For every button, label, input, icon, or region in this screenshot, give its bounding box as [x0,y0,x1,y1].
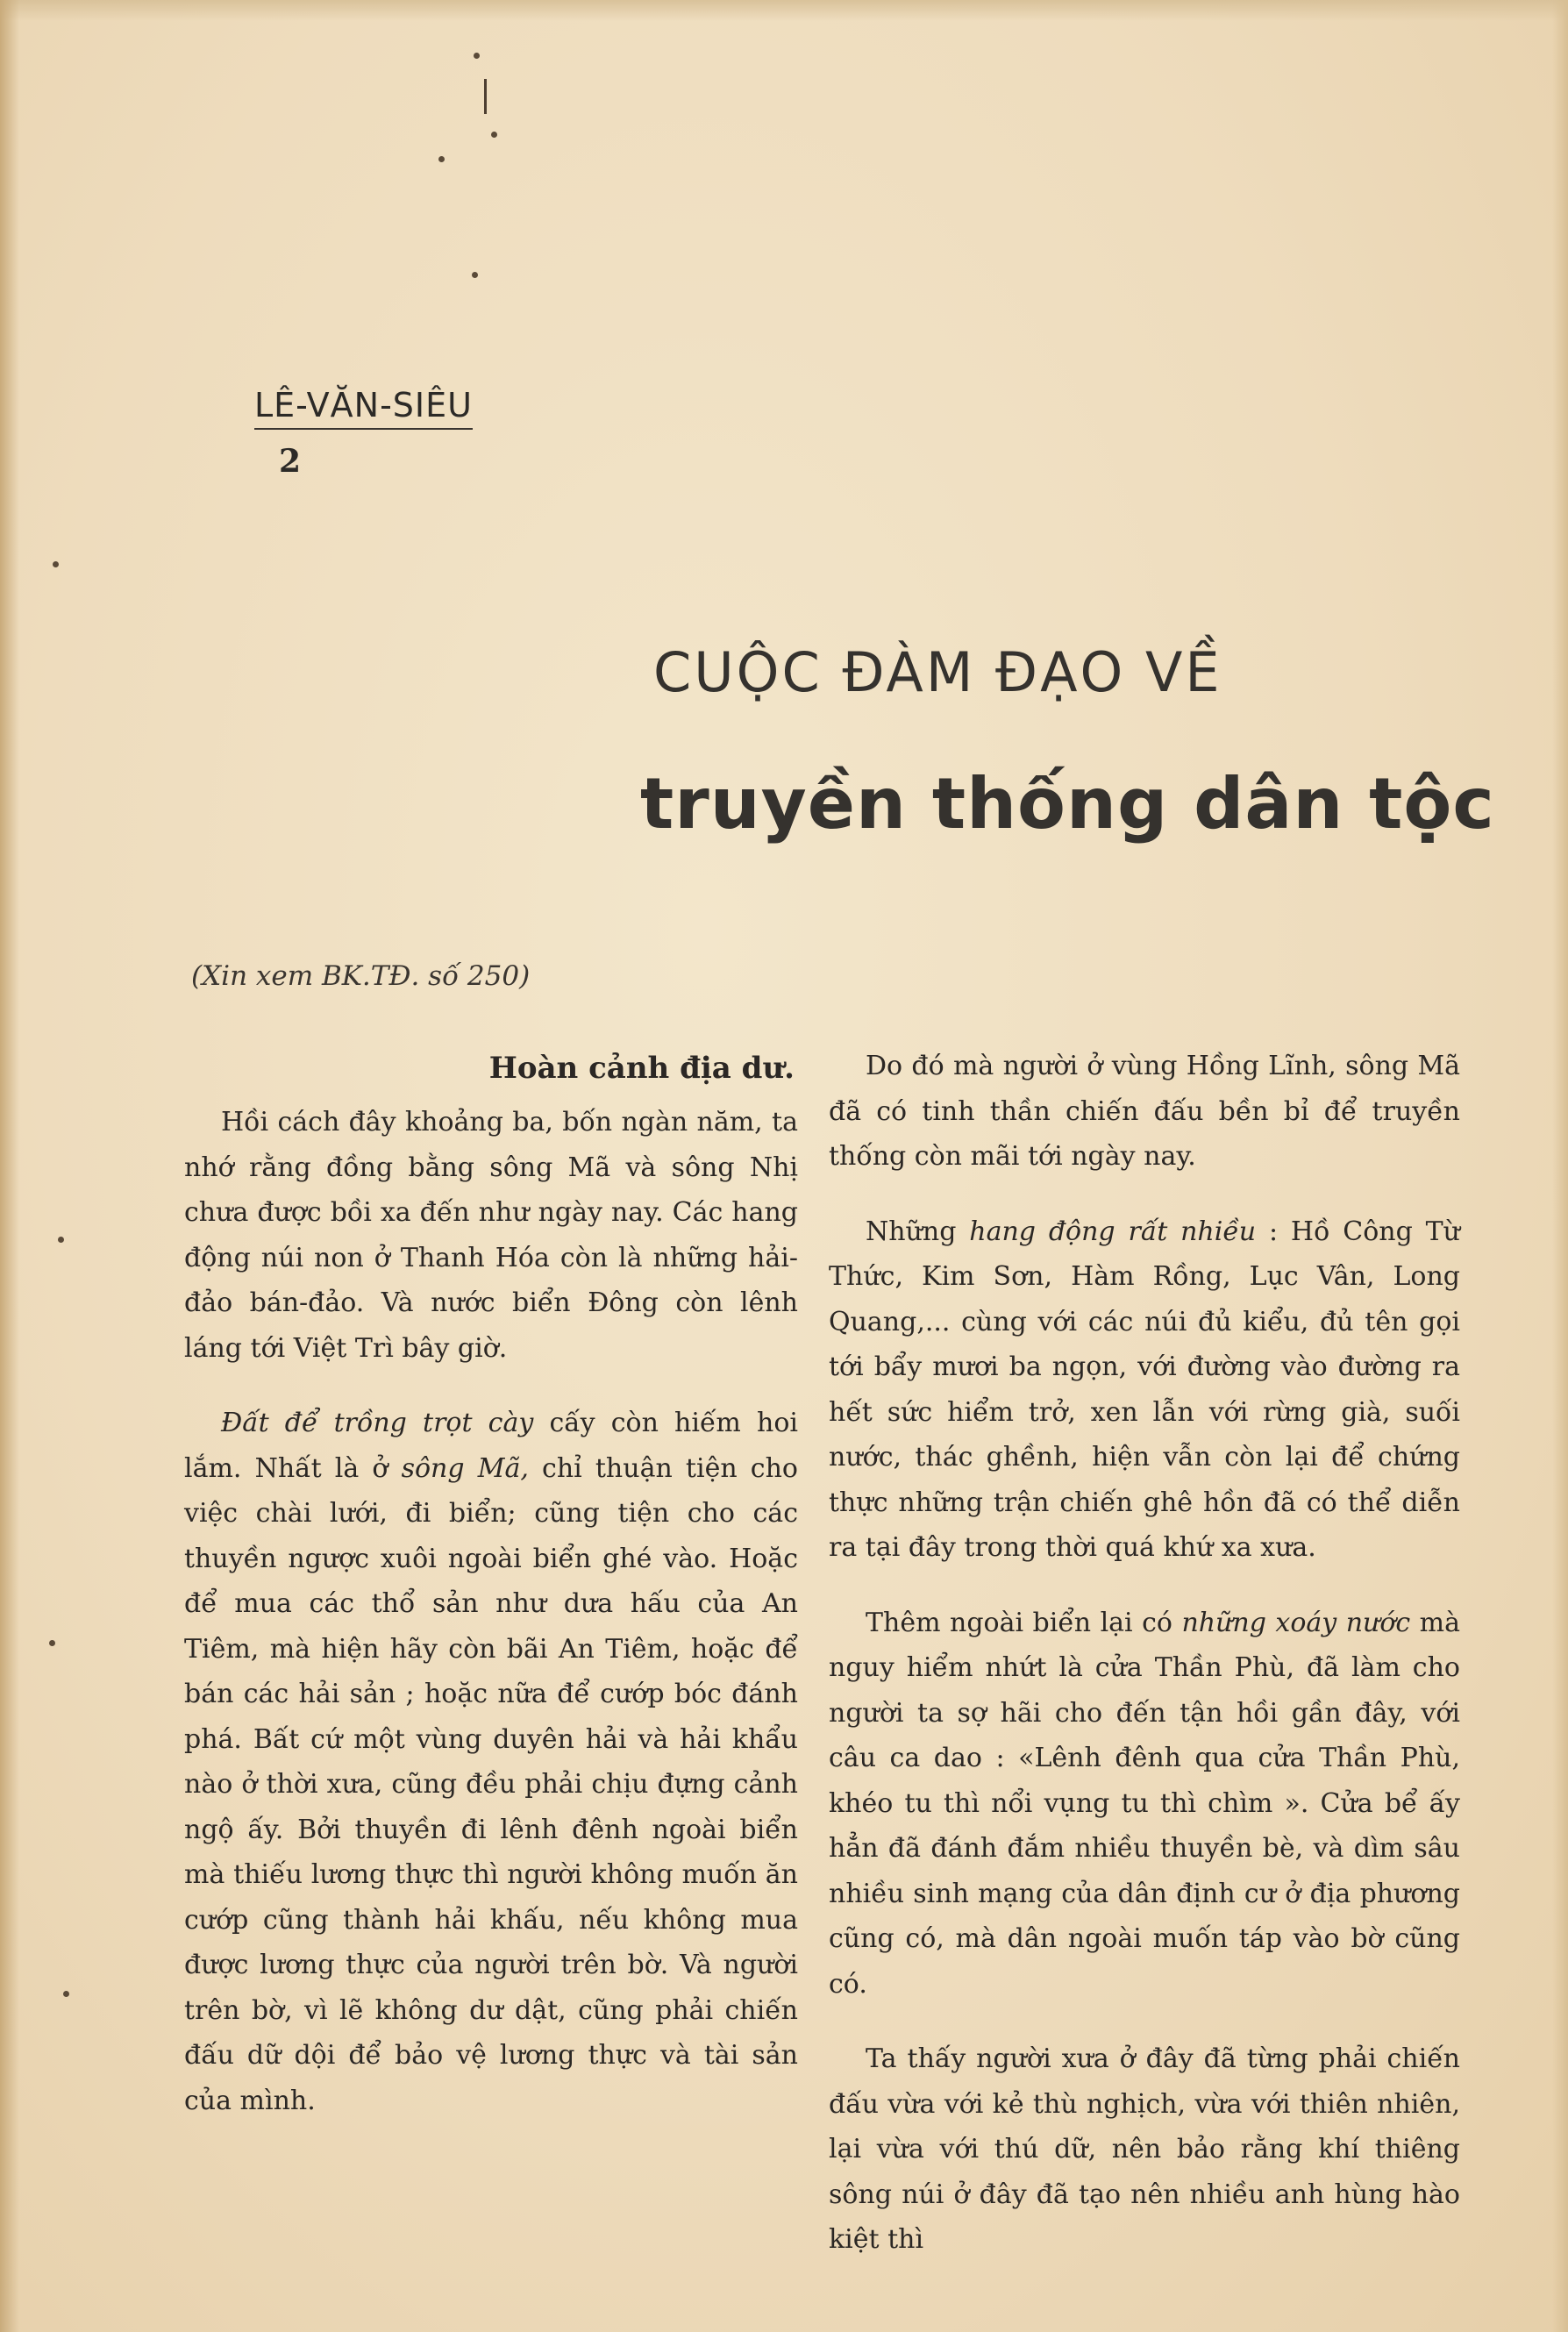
body-text: cấy còn hiếm hoi lắm. Nhất là ở [184,1408,798,1484]
ink-speck [53,561,59,567]
article-title-line2: truyền thống dân tộc [640,763,1495,845]
emphasis-text: Đất để trồng trọt cày [221,1408,534,1438]
left-column [184,1044,798,2123]
paragraph [829,1209,1460,1571]
paragraph: Hồi cách đây khoảng ba, bốn ngàn năm, ta nhớ rằng đồng bằng sông Mã và sông Nhị chưa được bồi xa đến như ngày nay. Các hang động núi non ở Thanh Hóa còn là những hải-đảo bán-đảo. Và nước biển Đông còn lênh láng tới Việt Trì bây giờ. [184,1107,798,1364]
ink-mark [484,79,487,114]
paragraph [184,1401,798,2123]
body-text: : Hồ Công Từ Thức, Kim Sơn, Hàm Rồng, Lục Vân, Long Quang,... cùng với các núi đủ kiểu, đủ tên gọi tới bẩy mươi ba ngọn, với đường vào đường ra hết sức hiểm trở, xen lẫn với rừng già, suối nước, thác ghềnh, hiện vẫn còn lại để chứng thực những trận chiến ghê hồn đã có thể diễn ra tại đây trong thời quá khứ xa xưa. [829,1216,1460,1563]
paragraph: Do đó mà người ở vùng Hồng Lĩnh, sông Mã đã có tinh thần chiến đấu bền bỉ để truyền thống còn mãi tới ngày nay. [829,1051,1460,1172]
ink-speck [63,1991,69,1997]
reference-note: (Xin xem BK.TĐ. số 250) [191,960,531,992]
paragraph: Ta thấy người xưa ở đây đã từng phải chiến đấu vừa với kẻ thù nghịch, vừa với thiên nhiên, lại vừa với thú dữ, nên bảo rằng khí thiêng sông núi ở đây đã tạo nên nhiều anh hùng hào kiệt thì [829,2043,1460,2255]
ink-speck [438,156,445,162]
right-column [829,1044,1460,2263]
body-text: Những [866,1216,970,1247]
page-edge-left [0,0,19,2332]
paragraph [829,1601,1460,2008]
part-number: 2 [279,443,302,480]
page-edge-right [1552,0,1568,2332]
emphasis-text: những xoáy nước [1181,1607,1411,1638]
body-text: mà nguy hiểm nhứt là cửa Thần Phù, đã làm cho người ta sợ hãi cho đến tận hồi gần đây, với câu ca dao : «Lênh đênh qua cửa Thần Phù, khéo tu thì nổi vụng tu thì chìm ». Cửa bể ấy hẳn đã đánh đắm nhiều thuyền bè, và dìm sâu nhiều sinh mạng của dân định cư ở địa phương cũng có, mà dân ngoài muốn táp vào bờ cũng có. [829,1607,1461,2000]
ink-speck [491,132,497,138]
ink-speck [472,272,478,278]
ink-speck [58,1237,64,1243]
page-edge-top [0,0,1568,21]
body-text: Thêm ngoài biển lại có [866,1607,1182,1638]
article-title-line1: CUỘC ĐÀM ĐẠO VỀ [653,640,1222,704]
section-heading: Hoàn cảnh địa dư. [488,1051,795,1086]
emphasis-text: hang động rất nhiều [969,1216,1257,1247]
emphasis-text: sông Mã, [401,1452,529,1484]
body-text: chỉ thuận tiện cho việc chài lưới, đi biển; cũng tiện cho các thuyền ngược xuôi ngoài biển ghé vào. Hoặc để mua các thổ sản như dưa hấu của An Tiêm, mà hiện hãy còn bãi An Tiêm, hoặc để bán các hải sản ; hoặc nữa để cướp bóc đánh phá. Bất cứ một vùng duyên hải và hải khẩu nào ở thời xưa, cũng đều phải chịu đựng cảnh ngộ ấy. Bởi thuyền đi lênh đênh ngoài biển mà thiếu lương thực thì người không muốn ăn cướp cũng thành hải khấu, nếu không mua được lương thực của người trên bờ. Và người trên bờ, vì lẽ không dư dật, cũng phải chiến đấu dữ dội để bảo vệ lương thực và tài sản của mình. [184,1452,798,2116]
ink-speck [49,1640,55,1646]
ink-speck [474,53,480,59]
author-name: LÊ-VĂN-SIÊU [254,386,473,430]
